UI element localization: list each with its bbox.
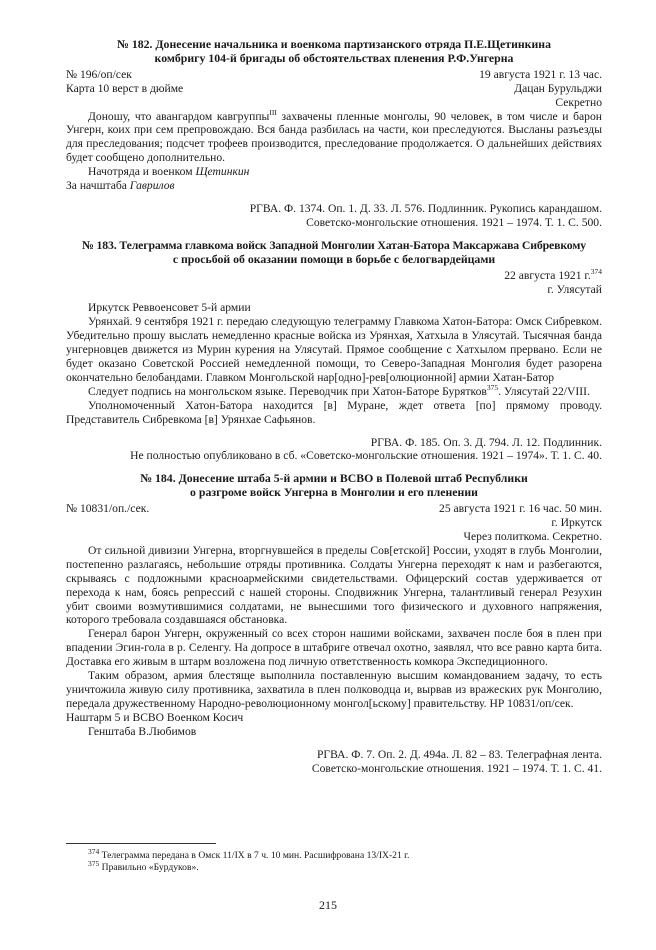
doc-182-body: [66, 107, 602, 166]
doc-184-route: Через политкома. Секретно.: [463, 530, 602, 543]
doc-184-signature-2: Генштаба В.Любимов: [88, 724, 197, 738]
footnote-374-text: Телеграмма передана в Омск 11/IX в 7 ч. 10 мин. Расшифрована 13/IX-21 г.: [99, 850, 410, 861]
doc-183-archive-source: РГВА. Ф. 185. Оп. 3. Д. 794. Л. 12. Подлинник.: [370, 435, 602, 449]
doc-184-meta-row1: [66, 502, 602, 516]
doc-183-para2: [66, 382, 602, 399]
footnote-374: [66, 846, 602, 862]
doc-184-title: [66, 472, 602, 500]
doc-182-place: Дацан Бурульджи: [514, 81, 602, 95]
doc-182-body-part1: Доношу, что авангардом кавгруппы: [88, 109, 270, 123]
doc-183-title-line1: № 183. Телеграмма главкома войск Западной Монголии Хатан-Батора Максаржава Сибревкому: [82, 237, 586, 252]
doc-183-place: г. Улясутай: [547, 282, 602, 296]
footnotes: [66, 846, 602, 874]
doc-184-title-line2: о разгроме войск Унгерна в Монголии и его пленении: [190, 485, 478, 500]
doc-183-title-line2: с просьбой об оказании помощи в борьбе с белогвардейцами: [172, 251, 496, 266]
doc-184-number: № 10831/оп./сек.: [66, 502, 150, 516]
doc-184-para1: От сильной дивизии Унгерна, вторгнувшейся в пределы Сов[етской] России, уходят в глубь Монголии, постепенно разлагаясь, небольшие отряды противника. Солдаты Унгерна переходят к нам и разбегаются, скрываясь с подложными красноармейскими свидетельствами. Офицерский состав удерживается от перехода к нам, боясь репрессий с нашей стороны. Сподвижник Унгерна, талантливый генерал Резухин убит своими возмутившимися солдатами, не вынесшими того физического и духовного напряжения, которого требовала создавшаяся обстановка.: [66, 543, 602, 627]
doc-182-publication-source: Советско-монгольские отношения. 1921 – 1974. Т. 1. С. 500.: [306, 215, 602, 229]
doc-182-signature-2: [66, 179, 602, 193]
page-content: [66, 38, 602, 775]
doc-184-place: г. Иркутск: [551, 516, 602, 530]
doc-182-secrecy: Секретно: [555, 95, 602, 109]
doc-184-signature-1: Наштарм 5 и ВСВО Военком Косич: [66, 710, 244, 724]
doc-182-sig1-role: Начотряда и военком: [88, 165, 196, 179]
doc-182-number: № 196/оп/сек: [66, 67, 132, 81]
doc-182-sig1-name: Щетинкин: [195, 165, 250, 179]
document-184: [66, 472, 602, 775]
doc-182-title-line1: № 182. Донесение начальника и военкома партизанского отряда П.Е.Щетинкина: [117, 37, 551, 51]
footnote-divider: [66, 843, 216, 844]
doc-184-publication-source: Советско-монгольские отношения. 1921 – 1974. Т. 1. С. 41.: [311, 761, 602, 775]
doc-182-meta-row1: [66, 68, 602, 82]
doc-182-map: Карта 10 верст в дюйме: [66, 81, 184, 95]
footnote-ref-374: 374: [590, 266, 602, 276]
doc-182-sig2-role: За начштаба: [66, 179, 130, 193]
doc-184-date: 25 августа 1921 г. 16 час. 50 мин.: [439, 502, 602, 516]
doc-183-para2-text: Следует подпись на монгольском языке. Переводчик при Хатон-Баторе Бурятков: [88, 384, 487, 398]
doc-182-signature-1: [66, 165, 602, 179]
doc-182-date: 19 августа 1921 г. 13 час.: [479, 67, 602, 81]
doc-184-para2: Генерал барон Унгерн, окруженный со всех сторон нашими войсками, захвачен после боя в плен при впадении Эгин-гола в р. Селенгу. На допросе в штабриге отвечал охотно, заявлял, что все равно карта бита. Доставка его живым в штарм возложена под личную ответственность комкора Экспедиционного.: [66, 627, 602, 669]
doc-182-sig2-name: Гаврилов: [129, 179, 175, 193]
doc-182-body-part2: захвачены пленные монголы, 90 человек, в том числе и барон Унгерн, коих при сем препровождаю. Вся банда разбилась на части, кои преследуются. Высланы разъезды для преследования; подсчет трофеев производится, преследование продолжается. О дальнейших действиях будет сообщено дополнительно.: [66, 109, 602, 165]
footnote-375: [66, 858, 602, 874]
doc-183-addressee: Иркутск Реввоенсовет 5-й армии: [88, 301, 251, 315]
doc-184-para3: Таким образом, армия блестяще выполнила поставленную высшим командованием задачу, то есть уничтожила живую силу противника, захватила в плен полководца и, вырвав из вражеских рук Монголию, передала дружественному Народно-революционному монгол[ьскому] правительству. НР 10831/оп/сек.: [66, 669, 602, 710]
doc-182-archive-source: РГВА. Ф. 1374. Оп. 1. Д. 33. Л. 576. Подлинник. Рукопись карандашом.: [249, 201, 602, 215]
doc-183-para1: Урянхай. 9 сентября 1921 г. передаю следующую телеграмму Главкома Хатон-Батора: Омск Сибревком. Убедительно прошу выслать немедленно красные войска из Урянхая, Хатхыла в Улясутай. Тысячная банда унгерновцев движется из Мурин курения на Улясутай. Прямое сообщение с Хатхылом прервано. Если не будет оказано Советской Россией немедленной помощи, то Северо-Западная Монголия будет разорена окончательно белобандами. Главком Монгольской нар[одно]-рев[олюционной] армии Хатан-Батор: [66, 315, 602, 384]
doc-182-body-sup: III: [269, 107, 277, 117]
doc-183-date: [66, 266, 602, 283]
footnote-ref-375: 375: [486, 382, 499, 392]
doc-183-publication-source: Не полностью опубликовано в сб. «Советско-монгольские отношения. 1921 – 1974». Т. 1. С. 40.: [130, 449, 602, 463]
footnote-375-text: Правильно «Бурдуков».: [99, 862, 199, 873]
doc-183-para2-tail: . Улясутай 22/VIII.: [498, 384, 590, 398]
doc-183-para3: Уполномоченный Хатон-Батора находится [в] Муране, ждет ответа [по] прямому проводу. Представитель Сибревкома [в] Урянхае Сафьянов.: [66, 398, 602, 426]
doc-184-archive-source: РГВА. Ф. 7. Оп. 2. Д. 494а. Л. 82 – 83. Телеграфная лента.: [316, 747, 602, 761]
page-number: 215: [319, 898, 337, 912]
doc-182-title: [66, 38, 602, 66]
document-183: [66, 239, 602, 464]
doc-183-title: [66, 239, 602, 267]
doc-183-date-text: 22 августа 1921 г.: [504, 268, 591, 282]
document-182: [66, 38, 602, 230]
doc-182-title-line2: комбригу 104-й бригады об обстоятельствах пленения Р.Ф.Унгерна: [154, 50, 514, 65]
footnote-374-mark: 374: [88, 846, 100, 856]
doc-182-meta-row2: [66, 82, 602, 96]
footnote-375-mark: 375: [88, 858, 100, 868]
doc-184-title-line1: № 184. Донесение штаба 5-й армии и ВСВО в Полевой штаб Республики: [140, 471, 528, 486]
